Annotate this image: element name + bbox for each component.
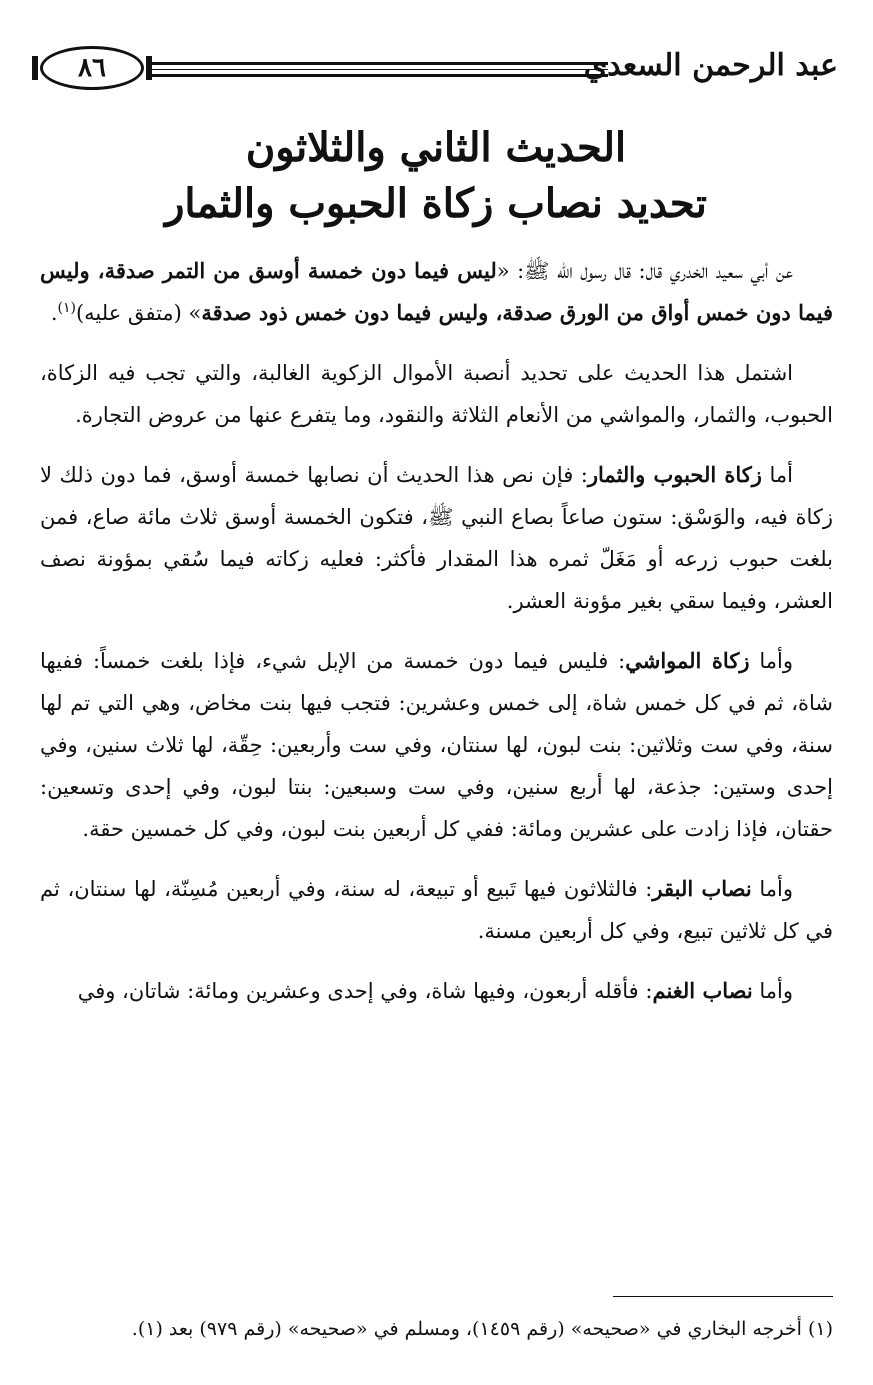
paragraph: [40, 970, 833, 1012]
title-line-1: الحديث الثاني والثلاثون: [245, 124, 627, 171]
title-line-2: تحديد نصاب زكاة الحبوب والثمار: [165, 180, 707, 227]
chapter-title: [60, 120, 812, 232]
header-rule-cap: [146, 56, 152, 80]
bold-phrase: زكاة الحبوب والثمار: [587, 462, 762, 487]
text-segment: وأما: [751, 877, 793, 901]
text-segment: وأما: [749, 649, 793, 673]
text-segment: .: [50, 301, 58, 325]
paragraph: [40, 352, 833, 436]
bold-phrase: ليس فيما دون خمسة أوسق من التمر صدقة، وليس فيما دون خمس أواق من الورق صدقة، وليس فيما دون خمس ذود صدقة: [40, 258, 833, 325]
bold-phrase: نصاب الغنم: [652, 978, 753, 1003]
text-segment: : فأقله أربعون، وفيها شاة، وفي إحدى وعشرين ومائة: شاتان، وفي: [77, 979, 653, 1003]
page-number: ٨٦: [40, 46, 144, 90]
paragraph: [40, 454, 833, 622]
paragraph: [40, 640, 833, 850]
text-segment: أما: [761, 463, 793, 487]
header-author: عبد الرحمن السعدي: [583, 48, 838, 83]
text-segment: وأما: [752, 979, 793, 1003]
footnote: (١) أخرجه البخاري في «صحيحه» (رقم ١٤٥٩)، ومسلم في «صحيحه» (رقم ٩٧٩) بعد (١).: [131, 1318, 833, 1340]
bold-phrase: نصاب البقر: [652, 876, 752, 901]
text-segment: » (متفق عليه): [75, 301, 202, 325]
bold-phrase: زكاة المواشي: [625, 648, 750, 673]
header-rule-cap: [32, 56, 38, 80]
text-segment: : فإن نص هذا الحديث أن نصابها خمسة أوسق، فما دون ذلك لا زكاة فيه، والوَسْق: ستون صاعاً بصاع النبي ﷺ، فتكون الخمسة أوسق ثلاث مائة صاع، فمن بلغت حبوب زرعه أو مَغَلّ ثمره هذا المقدار فأكثر: فعليه زكاته فيما سُقي بمؤونة نصف العشر، وفيما سقي بغير مؤونة العشر.: [40, 463, 833, 613]
header-rule: [152, 62, 608, 76]
paragraph: [40, 250, 833, 334]
body-text: [40, 250, 833, 1012]
footnote-marker: (١): [57, 300, 76, 316]
text-segment: : فليس فيما دون خمسة من الإبل شيء، فإذا بلغت خمساً: ففيها شاة، ثم في كل خمس شاة، إلى خمس وعشرين: فتجب فيها بنت مخاض، وهي التي تم لها سنة، وفي ست وثلاثين: بنت لبون، لها سنتان، وفي ست وأربعين: حِقّة، لها ثلاث سنين، وفي إحدى وستين: جذعة، لها أربع سنين، وفي ست وسبعين: بنتا لبون، وفي إحدى وتسعين: حقتان، فإذا زادت على عشرين ومائة: ففي كل أربعين بنت لبون، وفي كل خمسين حقة.: [40, 649, 833, 841]
running-header: [32, 40, 844, 106]
footnote-divider: [613, 1296, 833, 1297]
paragraph: [40, 868, 833, 952]
text-segment: عن أبي سعيد الخدري قال: قال رسول الله ﷺ: «: [496, 259, 794, 283]
text-segment: : فالثلاثون فيها تَبيع أو تبيعة، له سنة، وفي أربعين مُسِنّة، لها سنتان، ثم في كل ثلاثين تبيع، وفي كل أربعين مسنة.: [40, 877, 833, 943]
text-segment: اشتمل هذا الحديث على تحديد أنصبة الأموال الزكوية الغالبة، والتي تجب فيه الزكاة، الحبوب، والثمار، والمواشي من الأنعام الثلاثة والنقود، وما يتفرع عنها من عروض التجارة.: [40, 361, 833, 427]
